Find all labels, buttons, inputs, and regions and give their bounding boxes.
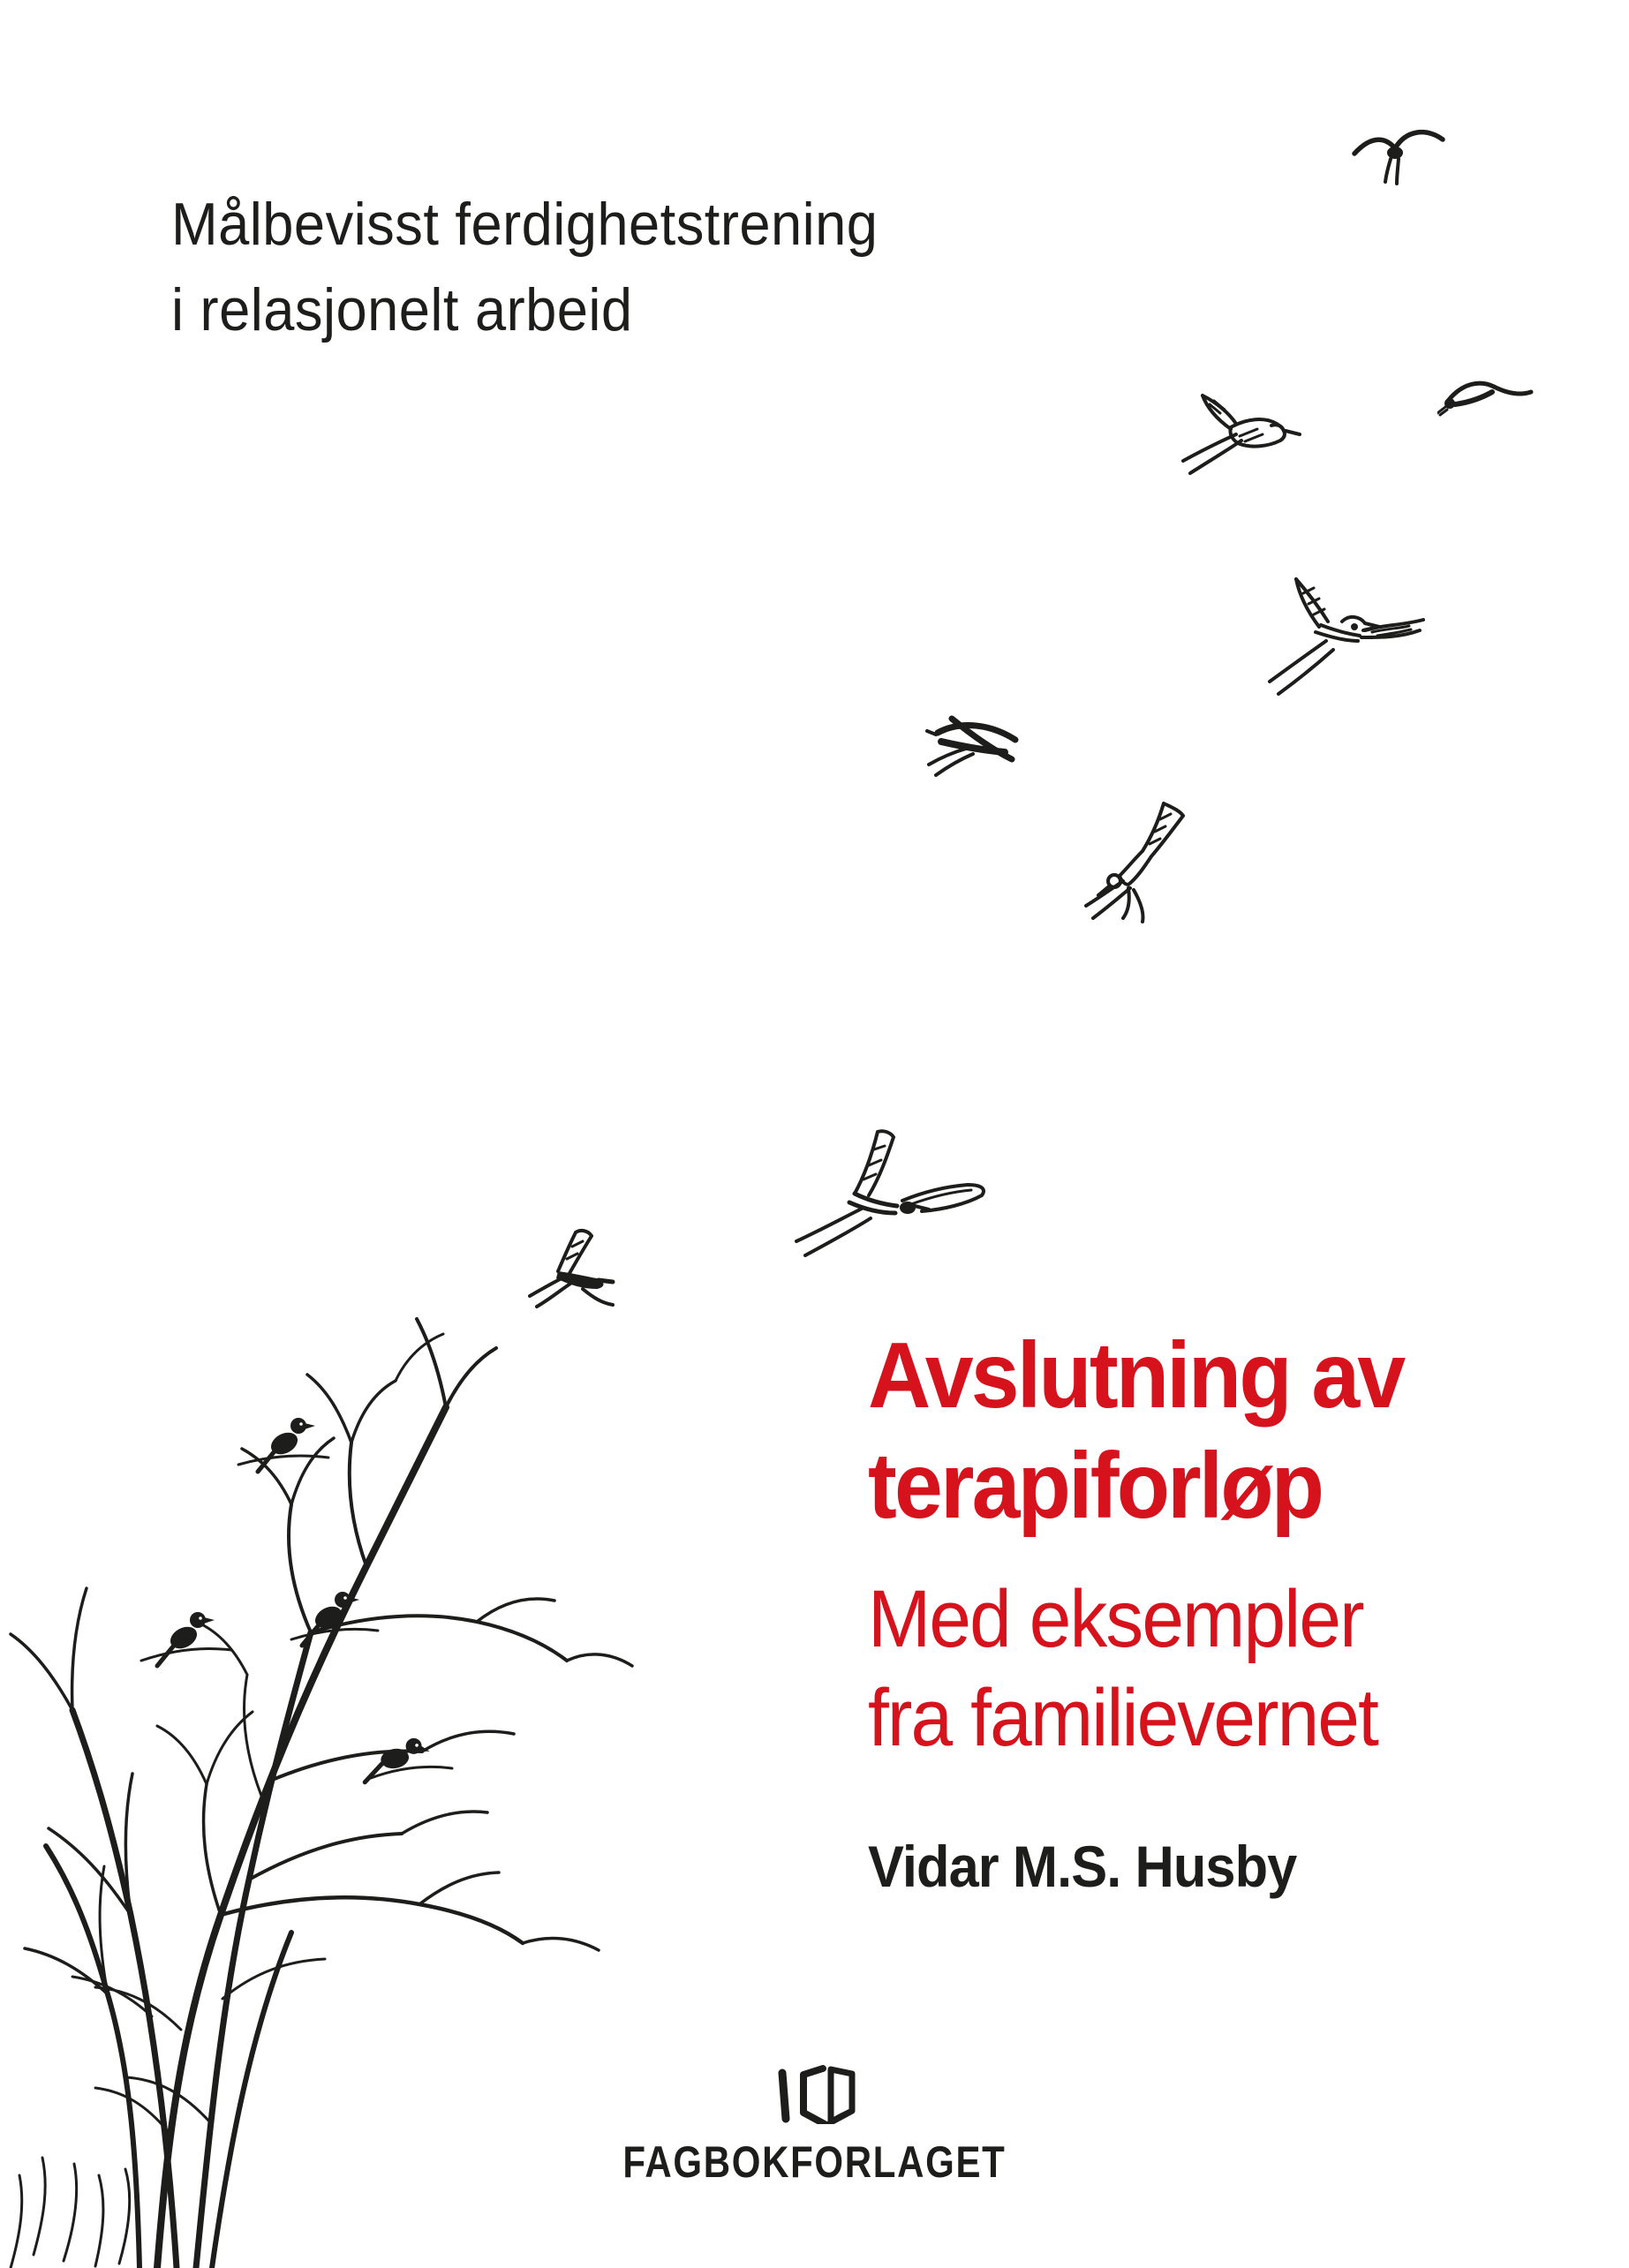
subtitle-line-1: Med eksempler	[868, 1574, 1363, 1664]
book-title	[868, 1321, 1403, 1541]
tagline	[171, 182, 878, 352]
perched-bird-icon-4	[365, 1728, 432, 1798]
flying-bird-icon-2	[1176, 390, 1319, 483]
tagline-line-1: Målbevisst ferdighetstrening	[171, 191, 879, 258]
perched-bird-icon-1	[258, 1418, 315, 1472]
author-name: Vidar M.S. Husby	[868, 1834, 1297, 1899]
publisher-name: FAGBOKFORLAGET	[622, 2137, 1007, 2187]
perched-bird-icon-2	[157, 1612, 215, 1666]
title-line-1: Avslutning av	[868, 1323, 1404, 1428]
open-book-icon	[774, 2062, 856, 2124]
flying-bird-icon-7	[793, 1126, 992, 1257]
flying-bird-icon-6	[1082, 800, 1202, 928]
tagline-line-2: i relasjonelt arbeid	[171, 275, 633, 343]
book-subtitle	[868, 1570, 1377, 1767]
flying-bird-icon-5	[925, 712, 1029, 784]
bare-tree-sketch	[0, 1297, 653, 2268]
subtitle-line-2: fra familievernet	[868, 1673, 1378, 1764]
flying-bird-icon-4	[1264, 576, 1428, 699]
title-line-2: terapiforløp	[868, 1434, 1323, 1539]
flying-bird-icon-3	[1437, 374, 1536, 424]
flying-bird-icon-1	[1349, 124, 1448, 192]
